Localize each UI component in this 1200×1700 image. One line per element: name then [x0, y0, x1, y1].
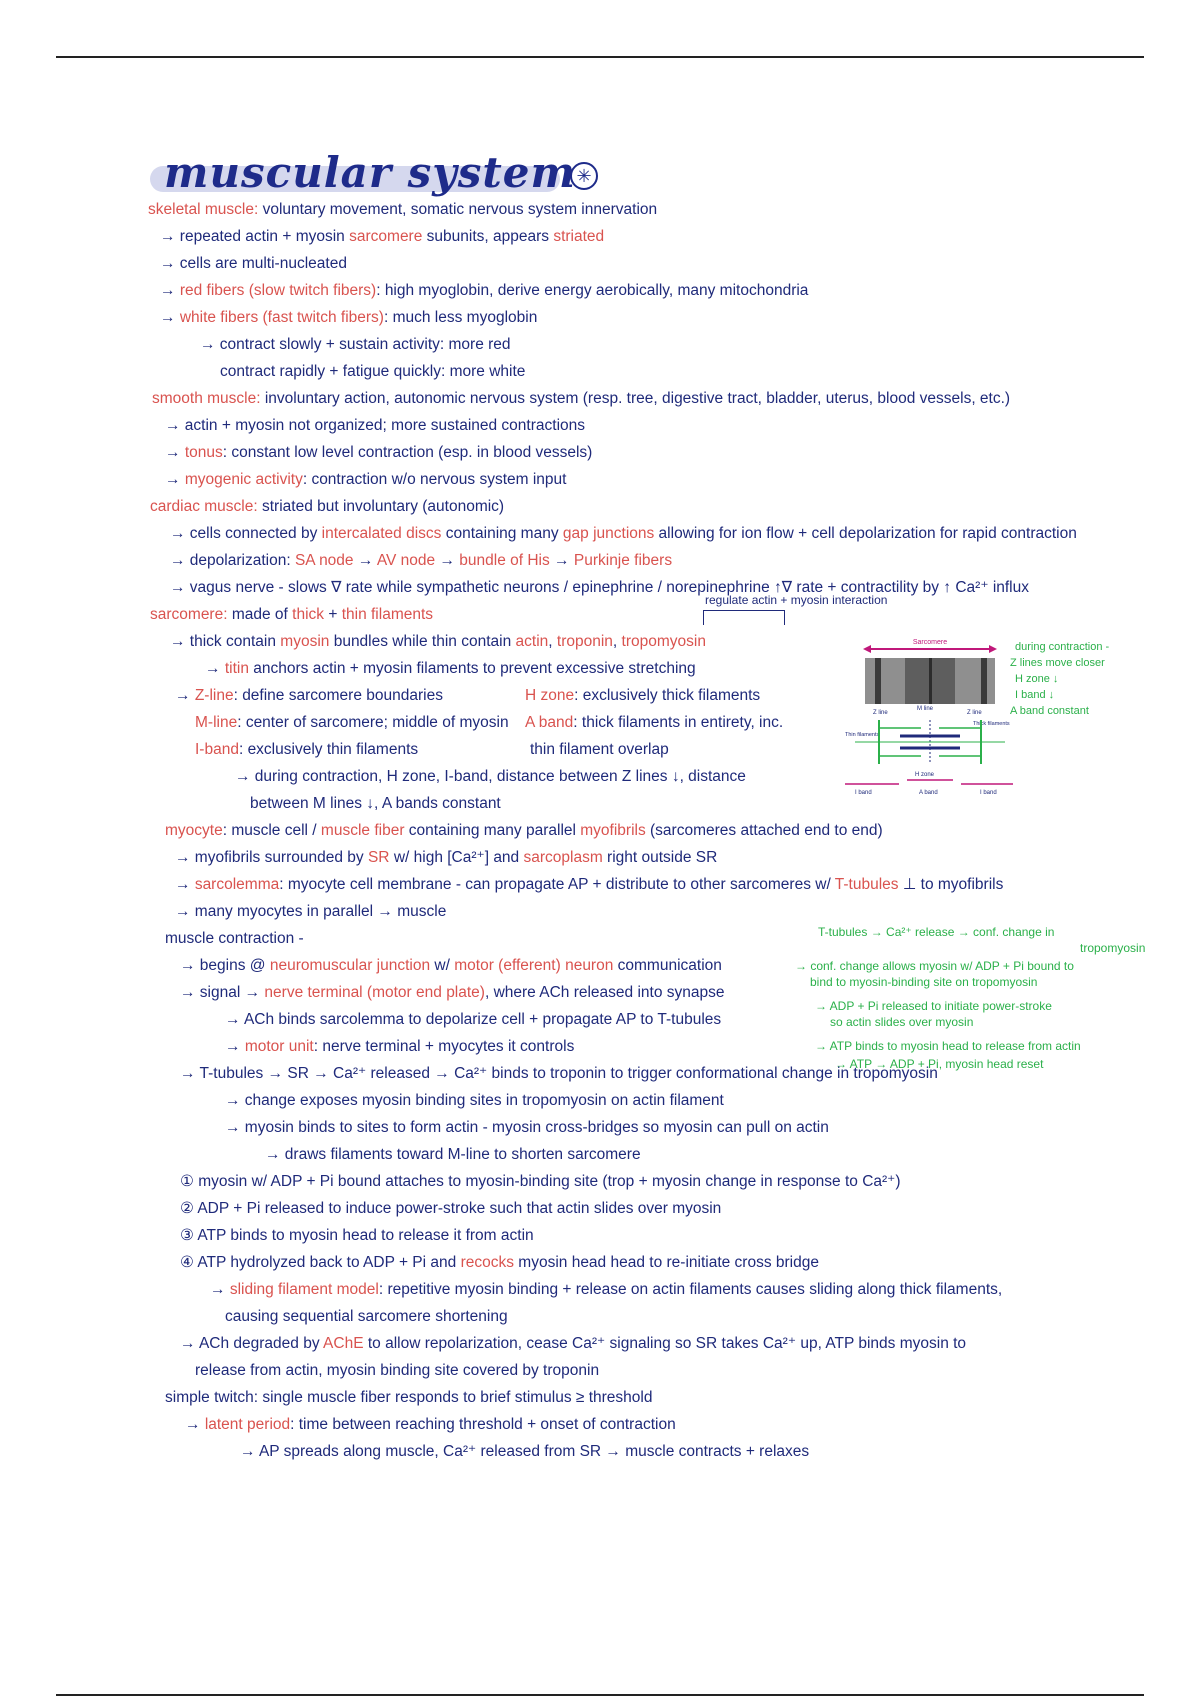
note-text: →: [165, 444, 185, 461]
note-line: [180, 1172, 901, 1192]
green-note-1: tropomyosin: [1080, 941, 1146, 955]
term-highlight: sarcolemma: [194, 876, 280, 893]
note-text: → depolarization:: [170, 552, 295, 569]
note-line: [225, 1091, 724, 1111]
note-line: [165, 470, 566, 490]
note-text: : exclusively thin filaments: [238, 741, 419, 758]
term-highlight: troponin: [556, 633, 613, 650]
diagram-label-sarcomere: Sarcomere: [912, 639, 948, 646]
note-line: [170, 524, 1077, 544]
sarcomere-arrowhead-right: [989, 645, 997, 653]
note-line: [165, 821, 883, 841]
note-text: →: [435, 552, 460, 569]
title-block: [150, 148, 576, 200]
term-highlight: actin: [515, 633, 549, 650]
diagram-label-thick: Thick filaments: [973, 721, 1010, 727]
note-text: communication: [613, 957, 722, 974]
contraction-note-3: I band ↓: [1015, 689, 1055, 701]
note-text: → thick contain: [170, 633, 281, 650]
top-rule: [56, 56, 1144, 58]
note-line: [205, 659, 696, 679]
note-text: →: [353, 552, 377, 569]
term-highlight: M-line: [195, 714, 238, 731]
note-line: [175, 848, 717, 868]
note-line: [160, 308, 537, 328]
note-text: containing many: [441, 525, 563, 542]
note-text: between M lines ↓, A bands constant: [250, 795, 501, 812]
term-highlight: neuromuscular junction: [269, 957, 431, 974]
note-text: →: [185, 1416, 205, 1433]
bottom-rule: [56, 1694, 1144, 1696]
note-text: bundles while thin contain: [329, 633, 516, 650]
note-line: [225, 1307, 508, 1327]
note-line: [165, 443, 592, 463]
term-highlight: AV node: [376, 552, 436, 569]
diagram-label-aband: A band: [919, 790, 938, 796]
note-text: : high myoglobin, derive energy aerobically, many mitochondria: [376, 282, 809, 299]
note-text: : exclusively thick filaments: [574, 687, 761, 704]
term-highlight: intercalated discs: [321, 525, 442, 542]
note-text: release from actin, myosin binding site covered by troponin: [195, 1362, 600, 1379]
note-text: →: [549, 552, 574, 569]
diagram-label-thin: Thin filaments: [845, 732, 880, 738]
note-text: → repeated actin + myosin: [160, 228, 350, 245]
diagram-label-hzone: H zone: [915, 772, 935, 778]
term-highlight: myosin: [280, 633, 330, 650]
term-highlight: smooth muscle:: [152, 390, 261, 407]
note-line: [165, 416, 585, 436]
note-text: : center of sarcomere; middle of myosin: [237, 714, 509, 731]
note-text: → myosin binds to sites to form actin - myosin cross-bridges so myosin can pull on actin: [225, 1119, 829, 1136]
note-text: → actin + myosin not organized; more sustained contractions: [165, 417, 586, 434]
note-line: [180, 1226, 534, 1246]
note-text: allowing for ion flow + cell depolarization for rapid contraction: [654, 525, 1077, 542]
note-text: ,: [548, 633, 557, 650]
green-note-3: bind to myosin-binding site on tropomyosin: [810, 975, 1038, 989]
note-line: [525, 713, 783, 733]
note-line: [195, 740, 418, 760]
note-line: [180, 956, 722, 976]
note-line: [180, 1334, 966, 1354]
sarcomere-arrowhead-left: [863, 645, 871, 653]
term-highlight: titin: [224, 660, 249, 677]
note-text: : muscle cell /: [222, 822, 321, 839]
note-text: →: [160, 282, 180, 299]
note-text: : contraction w/o nervous system input: [302, 471, 567, 488]
note-line: [240, 1442, 809, 1462]
term-highlight: sliding filament model: [229, 1281, 379, 1298]
term-highlight: red fibers (slow twitch fibers): [179, 282, 377, 299]
term-highlight: H zone: [525, 687, 575, 704]
note-line: [225, 1010, 721, 1030]
note-text: : much less myoglobin: [383, 309, 538, 326]
term-highlight: T-tubules: [834, 876, 899, 893]
page-title: muscular system: [164, 148, 576, 197]
regulate-bracket: [703, 610, 785, 625]
note-text: ④ ATP hydrolyzed back to ADP + Pi and: [180, 1254, 461, 1271]
contraction-note-1: Z lines move closer: [1010, 657, 1105, 669]
term-highlight: thin filaments: [341, 606, 434, 623]
note-text: containing many parallel: [404, 822, 581, 839]
note-text: : thick filaments in entirety, inc.: [573, 714, 784, 731]
note-text: → signal →: [180, 984, 265, 1001]
term-highlight: Z-line: [194, 687, 234, 704]
term-highlight: SR: [367, 849, 390, 866]
note-text: muscle contraction -: [165, 930, 304, 947]
term-highlight: I-band: [195, 741, 239, 758]
note-text: made of: [227, 606, 293, 623]
diagram-label-iband-right: I band: [980, 790, 997, 796]
note-line: [180, 1253, 819, 1273]
term-highlight: AChE: [323, 1335, 364, 1352]
note-text: , where ACh released into synapse: [484, 984, 725, 1001]
note-line: [220, 362, 525, 382]
note-text: right outside SR: [602, 849, 718, 866]
note-text: → cells are multi-nucleated: [160, 255, 347, 272]
note-text: : nerve terminal + myocytes it controls: [313, 1038, 575, 1055]
note-text: (sarcomeres attached end to end): [645, 822, 883, 839]
note-text: simple twitch: single muscle fiber responds to brief stimulus ≥ threshold: [165, 1389, 653, 1406]
note-text: causing sequential sarcomere shortening: [225, 1308, 508, 1325]
term-highlight: striated: [553, 228, 605, 245]
term-highlight: sarcomere: [349, 228, 423, 245]
note-text: ② ADP + Pi released to induce power-stroke such that actin slides over myosin: [180, 1200, 722, 1217]
note-text: → AP spreads along muscle, Ca²⁺ released from SR → muscle contracts + relaxes: [240, 1443, 810, 1460]
micrograph-band: [981, 658, 987, 704]
term-highlight: nerve terminal (motor end plate): [264, 984, 485, 1001]
green-note-7: → ATP → ADP + Pi, myosin head reset: [835, 1057, 1044, 1071]
note-text: → contract slowly + sustain activity: more red: [200, 336, 511, 353]
note-text: ③ ATP binds to myosin head to release it from actin: [180, 1227, 534, 1244]
term-highlight: motor unit: [244, 1038, 314, 1055]
term-highlight: A band: [525, 714, 574, 731]
note-text: striated but involuntary (autonomic): [257, 498, 505, 515]
note-text: → during contraction, H zone, I-band, distance between Z lines ↓, distance: [235, 768, 746, 785]
note-text: involuntary action, autonomic nervous system (resp. tree, digestive tract, bladder, uterus, blood vessels, etc.): [260, 390, 1011, 407]
note-text: : time between reaching threshold + onset of contraction: [290, 1416, 676, 1433]
note-line: [180, 1199, 721, 1219]
note-line: [180, 983, 725, 1003]
sarcomere-diagram: [845, 636, 1015, 816]
note-line: [530, 740, 669, 760]
diagram-label-mline: M line: [917, 706, 934, 712]
term-highlight: white fibers (fast twitch fibers): [179, 309, 384, 326]
note-text: →: [225, 1038, 245, 1055]
term-highlight: cardiac muscle:: [150, 498, 258, 515]
note-line: [180, 1064, 938, 1084]
term-highlight: motor (efferent) neuron: [454, 957, 614, 974]
note-text: →: [175, 687, 195, 704]
micrograph-band: [875, 658, 881, 704]
note-line: [150, 605, 433, 625]
note-text: → T-tubules → SR → Ca²⁺ released → Ca²⁺ binds to troponin to trigger conformational change in tropomyosin: [180, 1065, 938, 1082]
note-line: [185, 1415, 676, 1435]
note-text: →: [175, 876, 195, 893]
note-text: w/ high [Ca²⁺] and: [389, 849, 524, 866]
note-text: thin filament overlap: [530, 741, 669, 758]
note-line: [160, 254, 347, 274]
note-line: [225, 1118, 829, 1138]
term-highlight: SA node: [294, 552, 354, 569]
term-highlight: latent period: [204, 1416, 291, 1433]
note-text: → begins @: [180, 957, 270, 974]
micrograph-band: [929, 658, 932, 704]
term-highlight: skeletal muscle:: [148, 201, 259, 218]
note-text: →: [205, 660, 225, 677]
diagram-label-zline-right: Z line: [967, 710, 982, 716]
note-text: →: [160, 309, 180, 326]
note-text: : myocyte cell membrane - can propagate AP + distribute to other sarcomeres w/: [279, 876, 835, 893]
note-line: [165, 929, 304, 949]
note-line: [200, 335, 511, 355]
note-line: [165, 1388, 653, 1408]
term-highlight: muscle fiber: [320, 822, 405, 839]
note-line: [160, 281, 808, 301]
note-text: → cells connected by: [170, 525, 322, 542]
note-text: → draws filaments toward M-line to shorten sarcomere: [265, 1146, 641, 1163]
term-highlight: thick: [292, 606, 325, 623]
diagram-label-zline-left: Z line: [873, 710, 888, 716]
term-highlight: recocks: [460, 1254, 514, 1271]
note-text: ⊥ to myofibrils: [898, 876, 1004, 893]
term-highlight: tropomyosin: [621, 633, 706, 650]
note-text: myosin head head to re-initiate cross bridge: [513, 1254, 819, 1271]
note-text: →: [165, 471, 185, 488]
note-text: → ACh degraded by: [180, 1335, 324, 1352]
note-line: [170, 578, 1029, 598]
note-line: [175, 686, 443, 706]
term-highlight: sarcoplasm: [523, 849, 603, 866]
term-highlight: myocyte: [165, 822, 223, 839]
contraction-note-2: H zone ↓: [1015, 673, 1059, 685]
note-text: → many myocytes in parallel → muscle: [175, 903, 447, 920]
note-text: contract rapidly + fatigue quickly: more white: [220, 363, 526, 380]
diagram-label-iband-left: I band: [855, 790, 872, 796]
note-line: [250, 794, 501, 814]
note-line: [175, 875, 1003, 895]
green-note-5: so actin slides over myosin: [830, 1015, 974, 1029]
note-line: [150, 497, 504, 517]
term-highlight: tonus: [184, 444, 223, 461]
contraction-note-4: A band constant: [1010, 705, 1089, 717]
note-text: +: [324, 606, 342, 623]
note-text: →: [210, 1281, 230, 1298]
term-highlight: Purkinje fibers: [573, 552, 673, 569]
note-line: [235, 767, 746, 787]
note-line: [225, 1037, 574, 1057]
note-text: → ACh binds sarcolemma to depolarize cell + propagate AP to T-tubules: [225, 1011, 722, 1028]
note-line: [175, 902, 446, 922]
note-text: ,: [612, 633, 622, 650]
note-text: : define sarcomere boundaries: [233, 687, 443, 704]
note-line: [148, 200, 657, 220]
term-highlight: myogenic activity: [184, 471, 303, 488]
note-text: anchors actin + myosin filaments to prevent excessive stretching: [248, 660, 696, 677]
green-note-6: → ATP binds to myosin head to release from actin: [815, 1039, 1081, 1053]
note-line: [525, 686, 760, 706]
note-text: subunits, appears: [422, 228, 554, 245]
asterisk-icon: ✳: [570, 162, 598, 190]
note-text: ① myosin w/ ADP + Pi bound attaches to myosin-binding site (trop + myosin change in response to Ca²⁺): [180, 1173, 901, 1190]
note-line: [265, 1145, 641, 1165]
note-text: to allow repolarization, cease Ca²⁺ signaling so SR takes Ca²⁺ up, ATP binds myosin to: [363, 1335, 967, 1352]
note-line: [152, 389, 1010, 409]
note-line: [195, 1361, 599, 1381]
note-text: → change exposes myosin binding sites in tropomyosin on actin filament: [225, 1092, 724, 1109]
green-note-2: → conf. change allows myosin w/ ADP + Pi bound to: [795, 959, 1074, 973]
note-text: → vagus nerve - slows ∇ rate while sympathetic neurons / epinephrine / norepinephrine ↑∇ rate + contractility by ↑ Ca²⁺ influx: [170, 579, 1030, 596]
term-highlight: bundle of His: [459, 552, 550, 569]
note-text: : repetitive myosin binding + release on actin filaments causes sliding along thick filaments,: [378, 1281, 1003, 1298]
term-highlight: myofibrils: [580, 822, 646, 839]
term-highlight: sarcomere:: [150, 606, 228, 623]
note-line: [170, 551, 672, 571]
green-note-0: T-tubules → Ca²⁺ release → conf. change in: [818, 925, 1055, 939]
contraction-note-0: during contraction -: [1015, 641, 1110, 653]
note-text: w/: [430, 957, 455, 974]
term-highlight: gap junctions: [562, 525, 655, 542]
note-text: voluntary movement, somatic nervous system innervation: [258, 201, 658, 218]
note-line: [160, 227, 604, 247]
note-text: → myofibrils surrounded by: [175, 849, 368, 866]
regulate-note: regulate actin + myosin interaction: [705, 593, 888, 607]
green-note-4: → ADP + Pi released to initiate power-stroke: [815, 999, 1052, 1013]
note-text: : constant low level contraction (esp. in blood vessels): [222, 444, 593, 461]
note-line: [210, 1280, 1002, 1300]
note-line: [195, 713, 509, 733]
note-line: [170, 632, 706, 652]
